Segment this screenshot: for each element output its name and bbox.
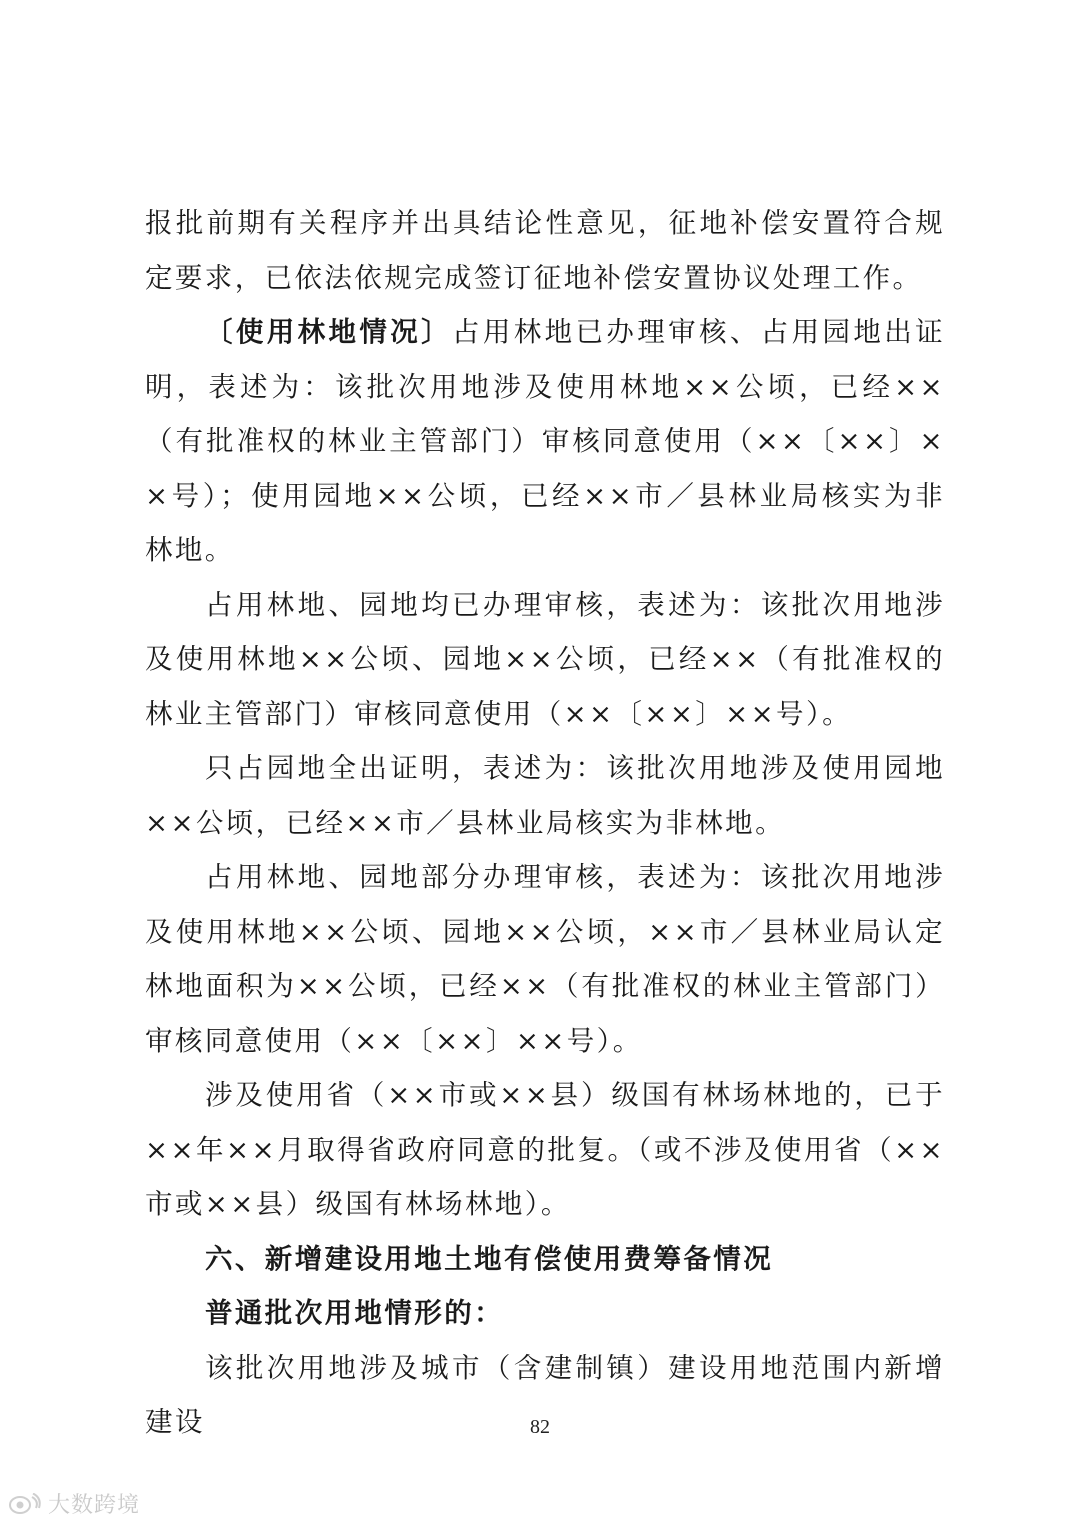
watermark-text: 大数跨境 bbox=[48, 1493, 141, 1518]
paragraph-forest-and-garden: 占用林地、园地均已办理审核，表述为：该批次用地涉及使用林地××公顷、园地××公顷，已经××（有批准权的林业主管部门）审核同意使用（××〔××〕××号）。 bbox=[145, 588, 945, 730]
paragraph-last: 该批次用地涉及城市（含建制镇）建设用地范围内新增建设 bbox=[145, 1351, 945, 1438]
watermark bbox=[8, 1488, 140, 1519]
sub-heading: 普通批次用地情形的： bbox=[205, 1297, 504, 1329]
weibo-eye-icon bbox=[8, 1493, 42, 1515]
document-body bbox=[145, 196, 945, 1450]
paragraph-state-forest: 涉及使用省（××市或××县）级国有林场林地的，已于××年××月取得省政府同意的批复。（或不涉及使用省（××市或××县）级国有林场林地）。 bbox=[145, 1079, 945, 1220]
paragraph-continuation: 报批前期有关程序并出具结论性意见，征地补偿安置符合规定要求，已依法依规完成签订征地补偿安置协议处理工作。 bbox=[145, 207, 945, 294]
paragraph-forest-land-usage bbox=[145, 305, 945, 578]
paragraph-partial-review: 占用林地、园地部分办理审核，表述为：该批次用地涉及使用林地××公顷、园地××公顷，××市／县林业局认定林地面积为××公顷，已经××（有批准权的林业主管部门）审核同意使用（××〔××〕××号）。 bbox=[145, 861, 945, 1057]
paragraph-garden-only: 只占园地全出证明，表述为：该批次用地涉及使用园地××公顷，已经××市／县林业局核实为非林地。 bbox=[145, 752, 945, 839]
paragraph-lead-bold: 〔使用林地情况〕 bbox=[205, 316, 452, 348]
section-heading: 六、新增建设用地土地有偿使用费筹备情况 bbox=[205, 1242, 774, 1275]
page-number: 82 bbox=[530, 1416, 550, 1438]
paragraph-body: 占用林地已办理审核、占用园地出证明，表述为：该批次用地涉及使用林地××公顷，已经××（有批准权的林业主管部门）审核同意使用（××〔××〕××号）；使用园地××公顷，已经××市／县林业局核实为非林地。 bbox=[145, 316, 946, 566]
